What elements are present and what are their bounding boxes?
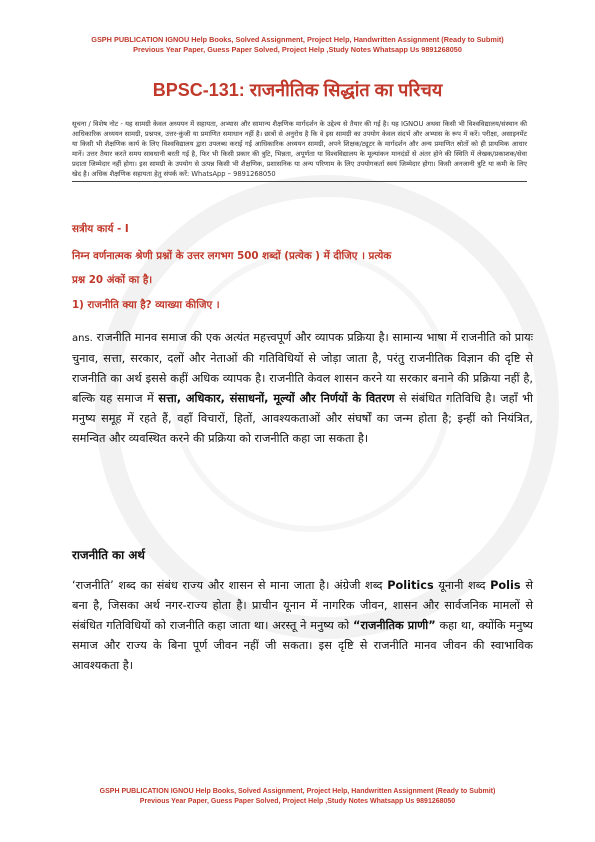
document-title: BPSC-131: राजनीतिक सिद्धांत का परिचय	[152, 80, 443, 100]
meaning-bold-3: “राजनीतिक प्राणी”	[353, 619, 436, 632]
instruction-line-1: निम्न वर्णनात्मक श्रेणी प्रश्नों के उत्तर लगभग 500 शब्दों (प्रत्येक ) में दीजिए । प्रत्येक	[72, 250, 392, 262]
meaning-part-2: यूनानी शब्द	[433, 579, 491, 592]
instruction-line-2: प्रश्न 20 अंकों का है।	[72, 274, 153, 286]
meaning-bold-1: Politics	[387, 579, 434, 592]
section-heading: राजनीति का अर्थ	[72, 548, 145, 562]
answer-prefix: ans.	[72, 333, 93, 344]
answer-paragraph	[72, 328, 533, 449]
footer-line-2: Previous Year Paper, Guess Paper Solved, Project Help ,Study Notes Whatsapp Us 9891268050	[139, 798, 456, 805]
question-heading: 1) राजनीति क्या है? व्याख्या कीजिए ।	[72, 299, 220, 311]
meaning-part-4: कहा था, क्योंकि मनुष्य समाज और राज्य के बिना पूर्ण जीवन नहीं जी सकता। इस दृष्टि से राजनीति मानव जीवन की स्वाभाविक आवश्यकता है।	[72, 619, 533, 672]
meaning-part-1: ‘राजनीति’ शब्द का संबंध राज्य और शासन से माना जाता है। अंग्रेजी शब्द	[72, 579, 388, 592]
footer-line-1: GSPH PUBLICATION IGNOU Help Books, Solved Assignment, Project Help, Handwritten Assignment (Ready to Submit)	[99, 788, 496, 795]
disclaimer-notice: सूचना / विशेष नोट - यह सामग्री केवल अध्ययन में सहायता, अभ्यास और सामान्य शैक्षणिक मार्गदर्शन के उद्देश्य से तैयार की गई है। यह IGNOU अथवा किसी भी विश्वविद्यालय/संस्थान की आधिकारिक अध्ययन सामग्री, प्रश्नपत्र, उत्तर-कुंजी या प्रमाणित समाधान नहीं है। छात्रों से अनुरोध है कि वे इस सामग्री का उपयोग केवल संदर्भ और अभ्यास के रूप में करें। परीक्षा, असाइनमेंट या किसी भी शैक्षणिक कार्य के लिए विश्वविद्यालय द्वारा उपलब्ध कराई गई आधिकारिक अध्ययन सामग्री, अपने शिक्षक/ट्यूटर के मार्गदर्शन और अन्य प्रमाणित स्रोतों को ही प्राथमिक आधार मानें। उत्तर तैयार करते समय सावधानी बरती गई है, फिर भी किसी प्रकार की त्रुटि, भिन्नता, अपूर्णता या विश्वविद्यालय के मूल्यांकन मानदंडों से अंतर होने की स्थिति में लेखक/प्रकाशक/सेवा प्रदाता जिम्मेदार नहीं होगा। इस सामग्री के उपयोग से उत्पन्न किसी भी शैक्षणिक, प्रशासनिक या अन्य परिणाम के लिए उपयोगकर्ता स्वयं जिम्मेदार होगा। किसी अनजानी त्रुटि या कमी के लिए खेद है। अधिक शैक्षणिक सहायता हेतु संपर्क करें: WhatsApp – 9891268050	[72, 119, 527, 182]
meaning-paragraph	[72, 576, 533, 676]
answer-text-end: से संबंधित गतिविधि है। जहाँ भी मनुष्य समूह में रहते हैं, वहाँ विचारों, हितों, आवश्यकताओं और संघर्षों का जन्म होता है; इन्हीं को नियंत्रित, समन्वित और व्यवस्थित करने की प्रक्रिया को राजनीति कहा जा सकता है।	[72, 392, 533, 445]
assignment-label: सत्रीय कार्य - I	[72, 223, 129, 235]
meaning-part-3: से बना है, जिसका अर्थ नगर-राज्य होता है। प्राचीन यूनान में नागरिक जीवन, शासन और सार्वजनिक मामलों से संबंधित गतिविधियों को राजनीति कहा जाता था। अरस्तू ने मनुष्य को	[72, 579, 533, 632]
header-line-2: Previous Year Paper, Guess Paper Solved, Project Help ,Study Notes Whatsapp Us 9891268050	[133, 45, 462, 54]
page-footer	[0, 787, 595, 807]
answer-text-bold: सत्ता, अधिकार, संसाधनों, मूल्यों और निर्णयों के वितरण	[158, 392, 395, 405]
page-header	[0, 35, 595, 55]
meaning-bold-2: Polis	[490, 579, 521, 592]
header-line-1: GSPH PUBLICATION IGNOU Help Books, Solved Assignment, Project Help, Handwritten Assignment (Ready to Submit)	[91, 35, 504, 44]
answer-text-start: राजनीति मानव समाज की एक अत्यंत महत्त्वपूर्ण और व्यापक प्रक्रिया है। सामान्य भाषा में राजनीति को प्रायः चुनाव, सत्ता, सरकार, दलों और नेताओं की गतिविधियों से जोड़ा जाता है, परंतु राजनीतिक विज्ञान की दृष्टि से राजनीति का अर्थ इससे कहीं अधिक व्यापक है। राजनीति केवल शासन करने या सरकार बनाने की प्रक्रिया नहीं है, बल्कि यह समाज में	[72, 331, 533, 405]
